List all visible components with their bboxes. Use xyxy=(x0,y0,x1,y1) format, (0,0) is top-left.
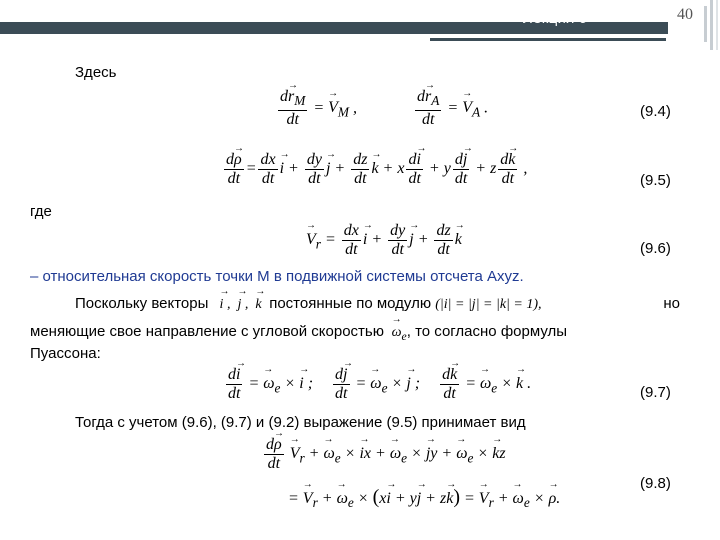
text-changing-direction: меняющие свое направление с угловой скоростью xyxy=(30,323,384,340)
text-here: Здесь xyxy=(75,64,117,81)
equation-number-9-4: (9.4) xyxy=(640,103,671,120)
modulus-expression: (|i| = |j| = |k| = 1), xyxy=(435,297,542,312)
text-since-line: Поскольку векторы → i , → j , → k постоянные по модулю (|i| = |j| = |k| = 1), но xyxy=(75,295,680,313)
text-since-vectors: Поскольку векторы xyxy=(75,295,209,312)
text-where: где xyxy=(30,203,52,220)
equation-number-9-7: (9.7) xyxy=(640,384,671,401)
right-decor-bar xyxy=(710,0,713,50)
text-constant-modulus: постоянные по модулю xyxy=(269,295,432,312)
text-poisson: Пуассона: xyxy=(30,345,101,362)
text-considering: Тогда с учетом (9.6), (9.7) и (9.2) выражение (9.5) принимает вид xyxy=(75,414,526,431)
equation-9-4: $\frac{d\to r_M}{dt}$ = → $V_M$ , $\frac{d\to r_A}{dt}$ = → $V_A$ . xyxy=(276,88,488,129)
equation-9-8-line1: $\frac{d\to \rho}{dt}$ → $V_r$ + → $\omega_e$ × → ix + → $\omega_e$ × → jy + → $\omega_e$ × → kz xyxy=(262,436,506,473)
right-decor-bar xyxy=(716,0,718,50)
text-then-according: , то согласно формулы xyxy=(406,323,568,340)
text-changing-line: меняющие свое направление с угловой скоростью → $\omega_e$, то согласно формулы xyxy=(30,323,567,343)
equation-number-9-6: (9.6) xyxy=(640,240,671,257)
text-but: но xyxy=(663,295,680,312)
right-decor-bar xyxy=(704,6,707,42)
equation-9-8-line2: = → $V_r$ + → $\omega_e \times (x\to i + y\to j + z\to k)$ = → $V_r$ + → $\omega_e$ × → ρ. xyxy=(288,486,560,511)
equation-number-9-5: (9.5) xyxy=(640,172,671,189)
page-number: 40 xyxy=(677,6,693,23)
text-relative-velocity: – относительная скорость точки M в подвижной системы отсчета Axyz. xyxy=(30,268,524,285)
header-accent-line xyxy=(430,38,666,41)
equation-9-6: → $V_r$ = $\frac{dx}{dt}$ → i + $\frac{dy}{dt}$ → j + $\frac{dz}{dt}$ → k xyxy=(306,222,462,259)
lecture-title: Лекция 9 xyxy=(523,10,588,27)
equation-9-5: $\frac{d\to \rho}{dt}$ = $\frac{dx}{dt}$ → i + $\frac{dy}{dt}$ → j + $\frac{dz}{dt}$ → k + x $\frac{d\to i}{dt}$ + y $\frac{d\to j}{dt}$ + z $\frac{d\to k}{dt}$ , xyxy=(222,151,527,188)
equation-number-9-8: (9.8) xyxy=(640,475,671,492)
equation-9-7: $\frac{d\to i}{dt}$ = → $\omega_e$ × → i ; $\frac{d\to j}{dt}$ = → $\omega_e$ × → j ; $\frac{d\to k}{dt}$ = → $\omega_e$ × → k . xyxy=(224,366,531,403)
